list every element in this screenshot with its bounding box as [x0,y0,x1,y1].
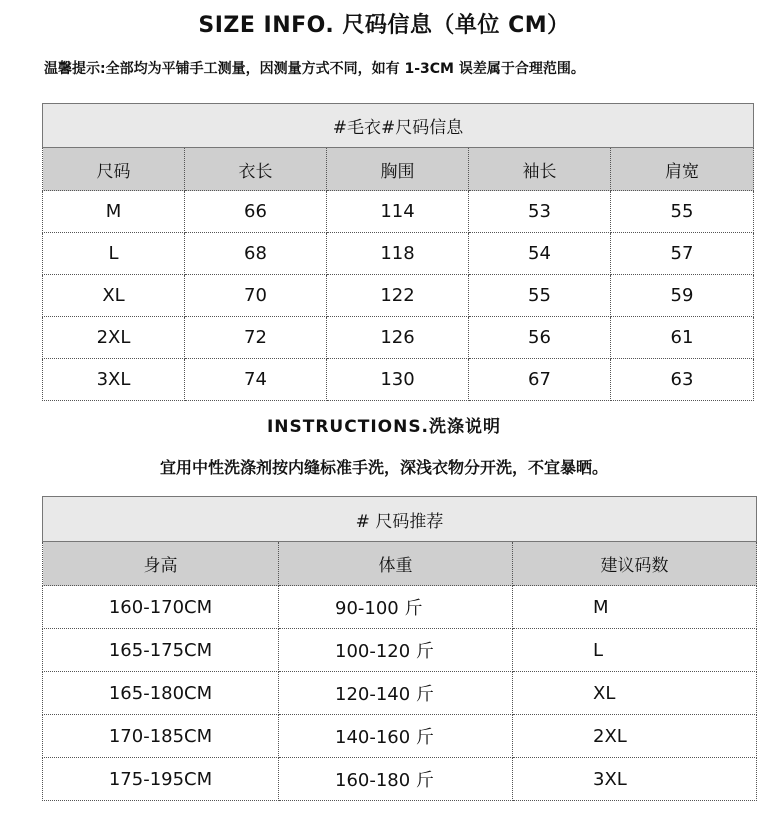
size-cell: XL [43,275,185,317]
chest-cell: 118 [327,233,469,275]
recommended-size-cell: 2XL [513,715,757,758]
table-row [43,586,757,629]
measurement-note: 温馨提示:全部均为平铺手工测量，因测量方式不同，如有 1-3CM 误差属于合理范围。 [44,61,585,77]
weight-cell: 100-120 斤 [279,629,513,672]
table-row [43,275,754,317]
size-cell: M [43,191,185,233]
table-row [43,233,754,275]
weight-cell: 120-140 斤 [279,672,513,715]
size-recommendation-table [42,496,757,801]
size-cell: L [43,233,185,275]
length-cell: 72 [185,317,327,359]
sleeve-cell: 56 [469,317,611,359]
length-cell: 74 [185,359,327,401]
size-header-sleeve: 袖长 [469,148,611,191]
size-header-shoulder: 肩宽 [611,148,754,191]
height-cell: 165-175CM [43,629,279,672]
page-title: SIZE INFO. 尺码信息（单位 CM） [198,13,570,38]
rec-header-height: 身高 [43,542,279,586]
shoulder-cell: 63 [611,359,754,401]
shoulder-cell: 59 [611,275,754,317]
recommended-size-cell: 3XL [513,758,757,801]
recommended-size-cell: M [513,586,757,629]
table-row [43,191,754,233]
table-row [43,359,754,401]
size-table-caption: #毛衣#尺码信息 [43,104,754,148]
rec-table-caption: # 尺码推荐 [43,497,757,542]
height-cell: 175-195CM [43,758,279,801]
length-cell: 70 [185,275,327,317]
chest-cell: 126 [327,317,469,359]
size-header-length: 衣长 [185,148,327,191]
weight-cell: 90-100 斤 [279,586,513,629]
table-row [43,672,757,715]
height-cell: 170-185CM [43,715,279,758]
height-cell: 165-180CM [43,672,279,715]
shoulder-cell: 61 [611,317,754,359]
sleeve-cell: 54 [469,233,611,275]
height-cell: 160-170CM [43,586,279,629]
weight-cell: 160-180 斤 [279,758,513,801]
rec-header-weight: 体重 [279,542,513,586]
shoulder-cell: 57 [611,233,754,275]
length-cell: 66 [185,191,327,233]
size-cell: 2XL [43,317,185,359]
table-row [43,715,757,758]
chest-cell: 130 [327,359,469,401]
sleeve-cell: 53 [469,191,611,233]
shoulder-cell: 55 [611,191,754,233]
chest-cell: 114 [327,191,469,233]
table-row [43,629,757,672]
recommended-size-cell: XL [513,672,757,715]
sleeve-cell: 67 [469,359,611,401]
table-row [43,758,757,801]
sleeve-cell: 55 [469,275,611,317]
weight-cell: 140-160 斤 [279,715,513,758]
size-header-size: 尺码 [43,148,185,191]
recommended-size-cell: L [513,629,757,672]
size-header-chest: 胸围 [327,148,469,191]
length-cell: 68 [185,233,327,275]
rec-header-size: 建议码数 [513,542,757,586]
size-info-table [42,103,754,401]
chest-cell: 122 [327,275,469,317]
table-row [43,317,754,359]
size-cell: 3XL [43,359,185,401]
instructions-text: 宜用中性洗涤剂按内缝标准手洗，深浅衣物分开洗，不宜暴晒。 [159,458,608,477]
instructions-title: INSTRUCTIONS.洗涤说明 [266,417,502,437]
